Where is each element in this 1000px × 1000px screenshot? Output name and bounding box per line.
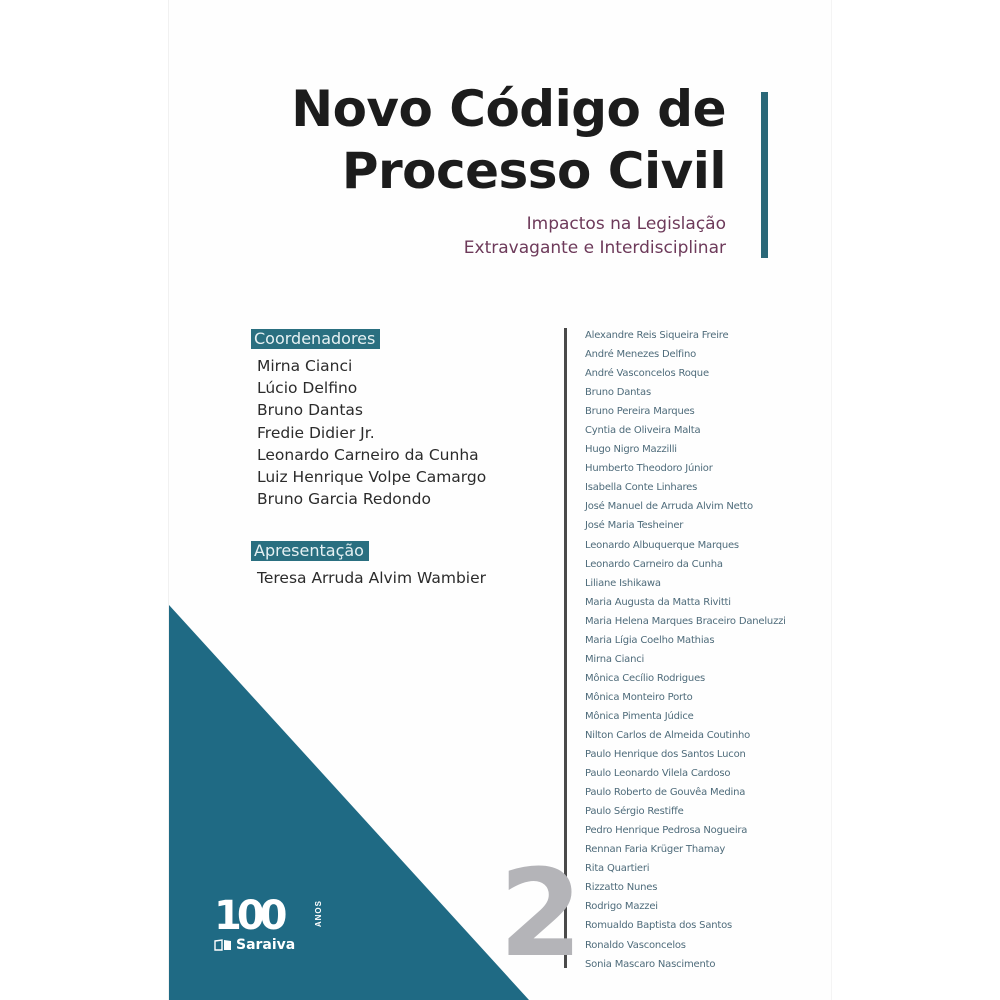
author-name: Rennan Faria Krüger Thamay bbox=[585, 844, 726, 856]
author-name: Rizzatto Nunes bbox=[585, 882, 658, 894]
author-name: Maria Helena Marques Braceiro Daneluzzi bbox=[585, 615, 786, 627]
author-name: Paulo Roberto de Gouvêa Medina bbox=[585, 787, 746, 799]
author-name: Romualdo Baptista dos Santos bbox=[585, 920, 733, 932]
author-name: Paulo Henrique dos Santos Lucon bbox=[585, 749, 746, 761]
coordinator-name: Luiz Henrique Volpe Camargo bbox=[257, 468, 487, 487]
author-name: Liliane Ishikawa bbox=[585, 577, 661, 589]
author-name: Paulo Leonardo Vilela Cardoso bbox=[585, 768, 731, 780]
coordinators-list bbox=[257, 355, 486, 510]
author-name: José Maria Tesheiner bbox=[585, 520, 684, 532]
author-name: Mônica Cecílio Rodrigues bbox=[585, 672, 706, 684]
coordinators-label: Coordenadores bbox=[251, 329, 380, 349]
author-name: André Vasconcelos Roque bbox=[585, 368, 709, 380]
coordinator-name: Mirna Cianci bbox=[257, 357, 353, 375]
subtitle-line-1: Impactos na Legislação bbox=[526, 214, 726, 234]
coordinator-name: Fredie Didier Jr. bbox=[257, 423, 375, 442]
author-name: Maria Augusta da Matta Rivitti bbox=[585, 596, 731, 608]
coordinator-name: Leonardo Carneiro da Cunha bbox=[257, 445, 479, 464]
author-name: Cyntia de Oliveira Malta bbox=[585, 425, 701, 437]
title-line-1: Novo Código de bbox=[291, 80, 726, 138]
anniversary-number: 100 bbox=[214, 893, 283, 939]
publisher-name: Saraiva bbox=[236, 937, 296, 953]
author-name: Pedro Henrique Pedrosa Nogueira bbox=[585, 825, 748, 837]
book-cover bbox=[168, 0, 832, 1000]
coordinator-name: Bruno Garcia Redondo bbox=[257, 490, 431, 509]
book-subtitle bbox=[464, 212, 726, 260]
open-book-icon bbox=[214, 939, 232, 951]
author-name: Bruno Pereira Marques bbox=[585, 406, 695, 418]
author-name: Mônica Pimenta Júdice bbox=[585, 710, 694, 722]
author-name: Sonia Mascaro Nascimento bbox=[585, 958, 716, 970]
author-name: Isabella Conte Linhares bbox=[585, 482, 698, 494]
publisher-brand bbox=[214, 937, 295, 953]
coordinators-section bbox=[251, 329, 486, 510]
author-name: André Menezes Delfino bbox=[585, 349, 696, 361]
coordinator-name: Lúcio Delfino bbox=[257, 379, 358, 398]
author-name: Maria Lígia Coelho Mathias bbox=[585, 634, 715, 646]
presentation-name: Teresa Arruda Alvim Wambier bbox=[257, 569, 487, 587]
author-name: Leonardo Albuquerque Marques bbox=[585, 539, 739, 551]
author-name: Humberto Theodoro Júnior bbox=[585, 463, 713, 475]
author-name: Nilton Carlos de Almeida Coutinho bbox=[585, 729, 751, 741]
presentation-section bbox=[251, 541, 486, 589]
volume-number: 2 bbox=[499, 845, 583, 984]
author-name: Rodrigo Mazzei bbox=[585, 901, 658, 913]
publisher-logo bbox=[214, 893, 323, 953]
author-name: Alexandre Reis Siqueira Freire bbox=[585, 330, 729, 341]
author-name: Rita Quartieri bbox=[585, 863, 650, 875]
author-name: Bruno Dantas bbox=[585, 387, 651, 399]
author-name: Paulo Sérgio Restiffe bbox=[585, 806, 684, 818]
accent-bar bbox=[761, 92, 768, 258]
authors-list bbox=[585, 326, 786, 974]
author-name: Mirna Cianci bbox=[585, 653, 645, 665]
author-name: Ronaldo Vasconcelos bbox=[585, 939, 686, 951]
book-title bbox=[291, 78, 726, 202]
presentation-label: Apresentação bbox=[251, 541, 369, 561]
author-name: Mônica Monteiro Porto bbox=[585, 691, 693, 703]
anniversary-word: ANOS bbox=[314, 900, 323, 928]
author-name: Hugo Nigro Mazzilli bbox=[585, 444, 677, 456]
author-name: Leonardo Carneiro da Cunha bbox=[585, 558, 723, 570]
subtitle-line-2: Extravagante e Interdisciplinar bbox=[463, 238, 726, 258]
title-line-2: Processo Civil bbox=[341, 142, 726, 200]
author-name: José Manuel de Arruda Alvim Netto bbox=[585, 501, 753, 513]
coordinator-name: Bruno Dantas bbox=[257, 401, 363, 420]
